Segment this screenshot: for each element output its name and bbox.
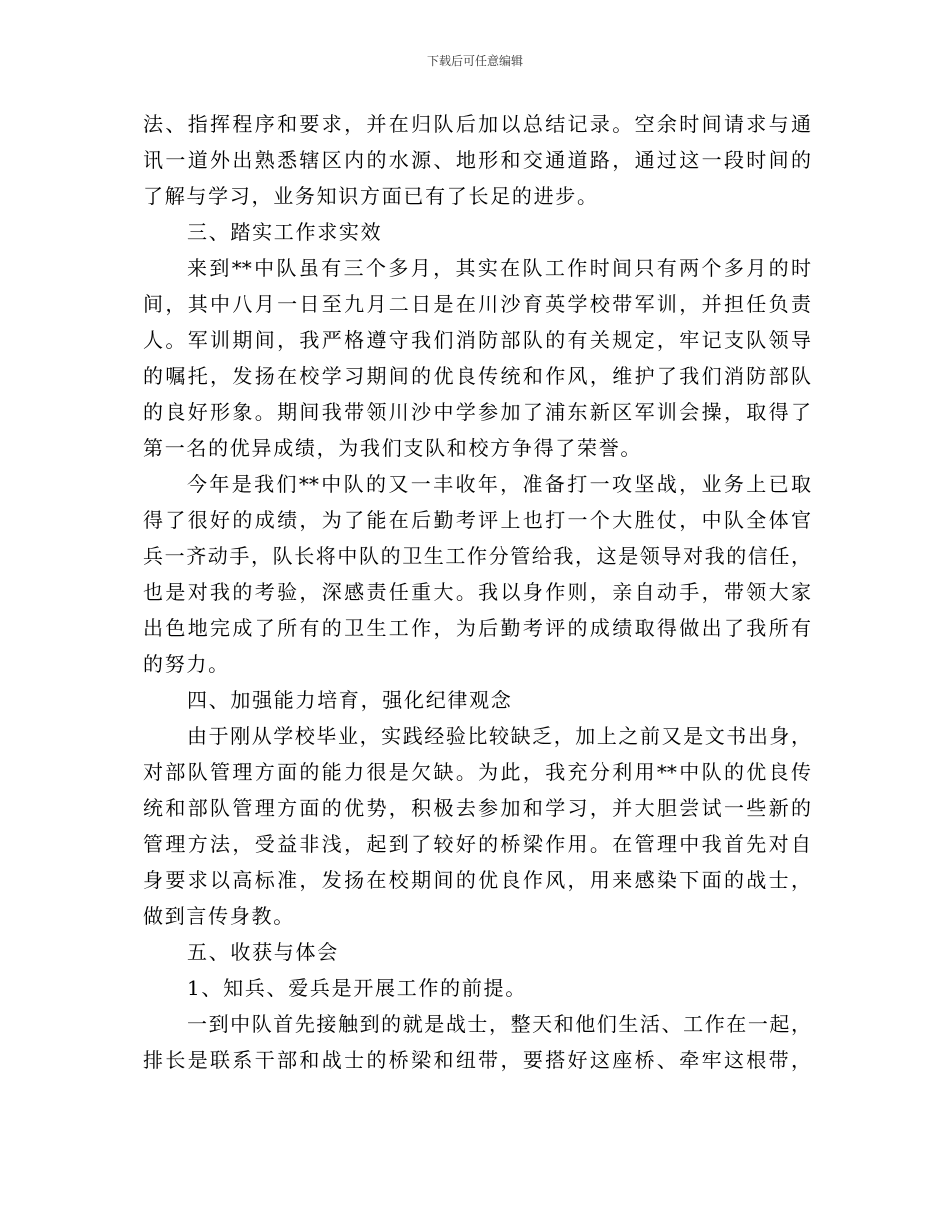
text-line: 人。军训期间，我严格遵守我们消防部队的有关规定，牢记支队领导 <box>143 328 811 352</box>
text-line: 1、知兵、爱兵是开展工作的前提。 <box>187 976 527 1000</box>
text-line: 排长是联系干部和战士的桥梁和纽带，要搭好这座桥、牵牢这根带， <box>143 1048 811 1072</box>
text-line: 出色地完成了所有的卫生工作，为后勤考评的成绩取得做出了我所有 <box>143 616 811 640</box>
text-line: 做到言传身教。 <box>143 904 295 928</box>
text-line: 五、收获与体会 <box>187 940 339 964</box>
text-line: 今年是我们**中队的又一丰收年，准备打一攻坚战，业务上已取 <box>187 472 811 496</box>
text-line: 了解与学习，业务知识方面已有了长足的进步。 <box>143 184 599 208</box>
page-header: 下载后可任意编辑 <box>426 54 523 68</box>
text-line: 间，其中八月一日至九月二日是在川沙育英学校带军训，并担任负责 <box>143 292 811 316</box>
text-line: 的良好形象。期间我带领川沙中学参加了浦东新区军训会操，取得了 <box>143 400 811 424</box>
text-line: 也是对我的考验，深感责任重大。我以身作则，亲自动手，带领大家 <box>143 580 811 604</box>
text-line: 的努力。 <box>143 652 230 676</box>
text-line: 四、加强能力培育，强化纪律观念 <box>187 688 513 712</box>
text-line: 的嘱托，发扬在校学习期间的优良传统和作风，维护了我们消防部队 <box>143 364 811 388</box>
text-line: 来到**中队虽有三个多月，其实在队工作时间只有两个多月的时 <box>187 256 811 280</box>
text-line: 得了很好的成绩，为了能在后勤考评上也打一个大胜仗，中队全体官 <box>143 508 811 532</box>
text-line: 对部队管理方面的能力很是欠缺。为此，我充分利用**中队的优良传 <box>143 760 811 784</box>
text-line: 一到中队首先接触到的就是战士，整天和他们生活、工作在一起， <box>187 1012 811 1036</box>
text-line: 由于刚从学校毕业，实践经验比较缺乏，加上之前又是文书出身， <box>187 724 811 748</box>
text-line: 统和部队管理方面的优势，积极去参加和学习，并大胆尝试一些新的 <box>143 796 811 820</box>
text-line: 法、指挥程序和要求，并在归队后加以总结记录。空余时间请求与通 <box>143 112 811 136</box>
text-line: 兵一齐动手，队长将中队的卫生工作分管给我，这是领导对我的信任， <box>143 544 811 568</box>
text-line: 讯一道外出熟悉辖区内的水源、地形和交通道路，通过这一段时间的 <box>143 148 811 172</box>
text-line: 身要求以高标准，发扬在校期间的优良作风，用来感染下面的战士， <box>143 868 811 892</box>
text-line: 第一名的优异成绩，为我们支队和校方争得了荣誉。 <box>143 436 643 460</box>
document-body <box>143 106 811 1078</box>
text-line: 管理方法，受益非浅，起到了较好的桥梁作用。在管理中我首先对自 <box>143 832 811 856</box>
text-line: 三、踏实工作求实效 <box>187 220 383 244</box>
